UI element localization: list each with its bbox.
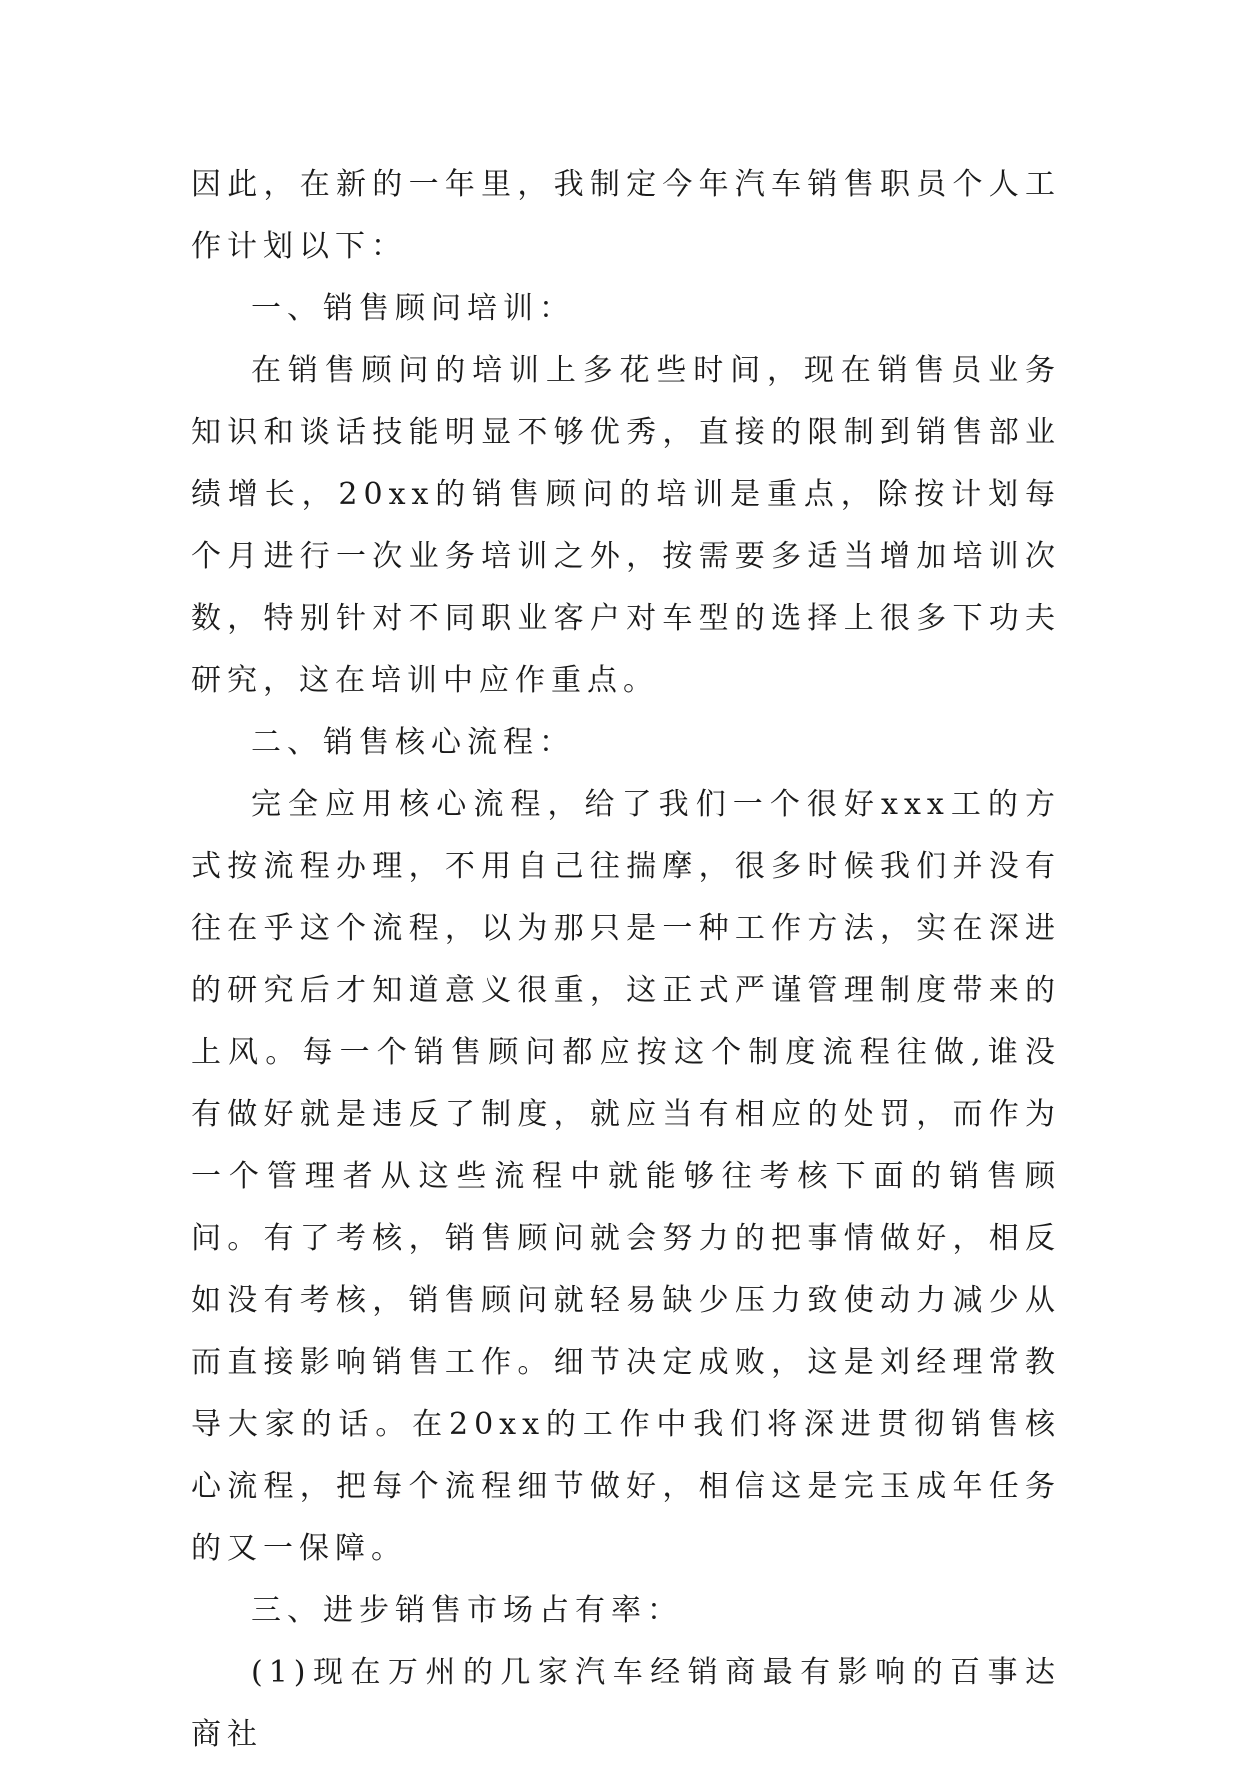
section-3-paragraph: (1)现在万州的几家汽车经销商最有影响的百事达商社: [191, 1655, 1061, 1752]
intro-paragraph: 因此，在新的一年里，我制定今年汽车销售职员个人工作计划以下：: [191, 167, 1061, 264]
document-body: [191, 154, 1061, 1766]
section-heading-3: 三、进步销售市场占有率：: [251, 1593, 683, 1628]
section-2-paragraph: 完全应用核心流程，给了我们一个很好xxx工的方式按流程办理，不用自己往揣摩，很多时候我们并没有往在乎这个流程，以为那只是一种工作方法，实在深进的研究后才知道意义很重，这正式严谨管理制度带来的上风。每一个销售顾问都应按这个制度流程往做,谁没有做好就是违反了制度，就应当有相应的处罚，而作为一个管理者从这些流程中就能够往考核下面的销售顾问。有了考核，销售顾问就会努力的把事情做好，相反如没有考核，销售顾问就轻易缺少压力致使动力减少从而直接影响销售工作。细节决定成败，这是刘经理常教导大家的话。在20xx的工作中我们将深进贯彻销售核心流程，把每个流程细节做好，相信这是完玉成年任务的又一保障。: [191, 787, 1061, 1566]
section-1-paragraph: 在销售顾问的培训上多花些时间，现在销售员业务知识和谈话技能明显不够优秀，直接的限制到销售部业绩增长，20xx的销售顾问的培训是重点，除按计划每个月进行一次业务培训之外，按需要多适当增加培训次数，特别针对不同职业客户对车型的选择上很多下功夫研究，这在培训中应作重点。: [191, 353, 1061, 698]
section-heading-2: 二、销售核心流程：: [251, 725, 575, 760]
section-heading-1: 一、销售顾问培训：: [251, 291, 575, 326]
